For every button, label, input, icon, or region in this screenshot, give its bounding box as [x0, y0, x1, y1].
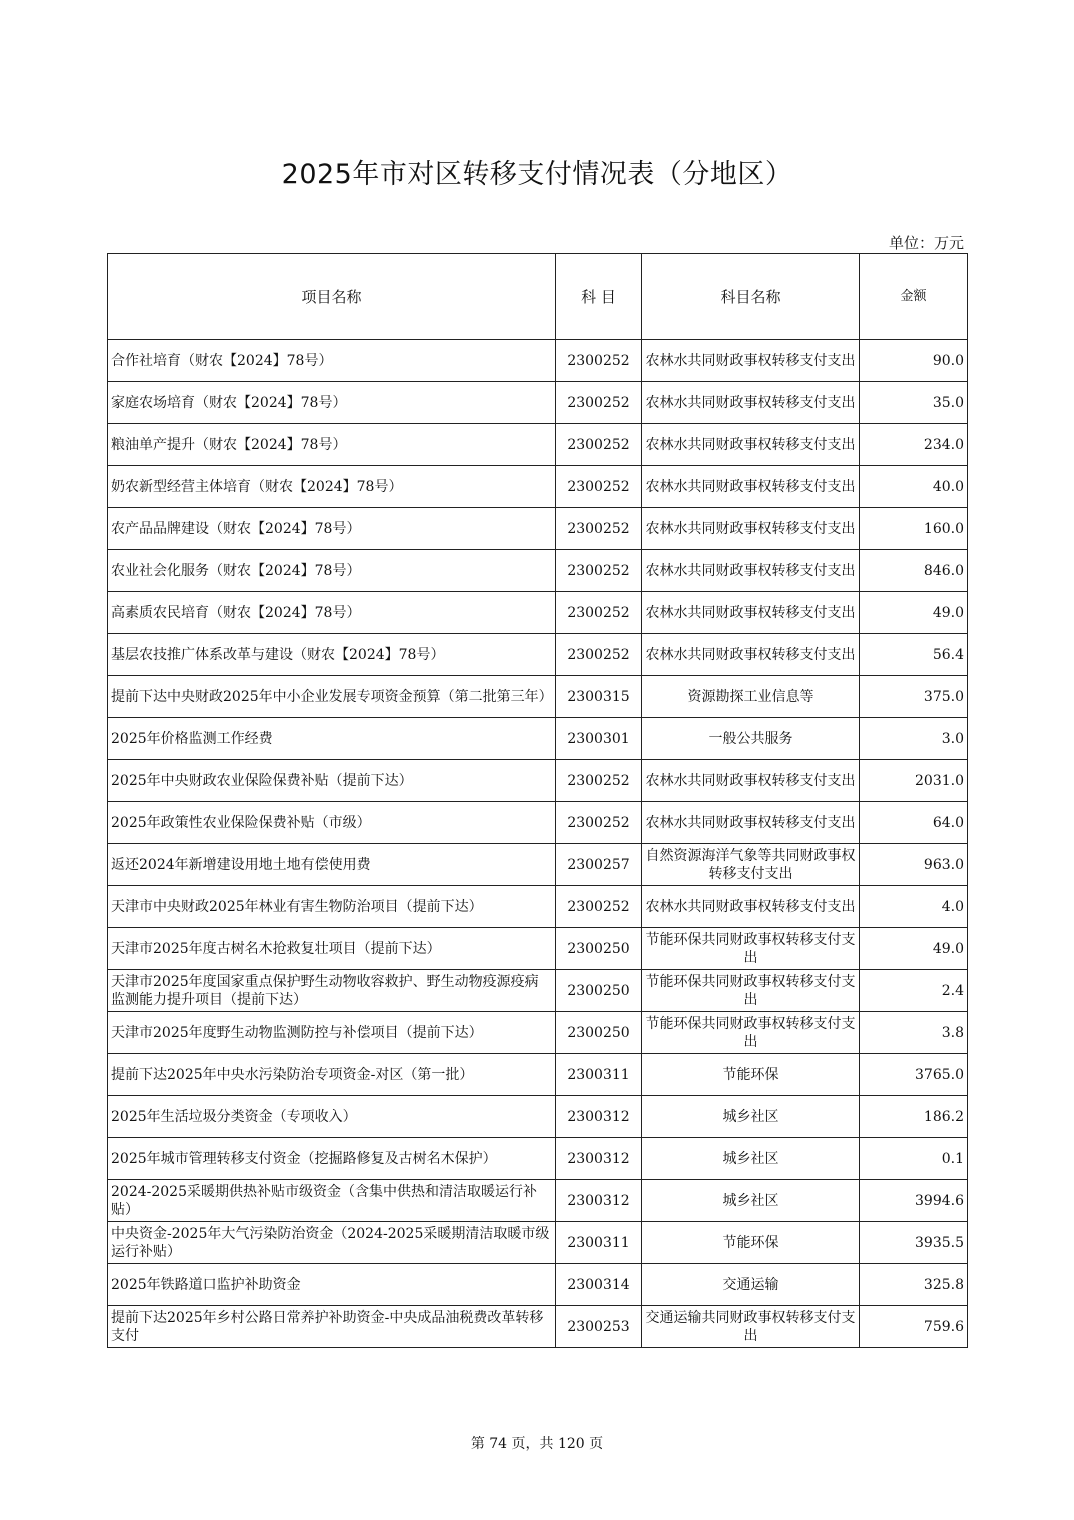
row-amount: 49.0 — [860, 592, 968, 634]
row-subject-name: 一般公共服务 — [642, 718, 860, 760]
table-row — [108, 1264, 968, 1306]
row-subject-code: 2300311 — [556, 1222, 642, 1264]
row-project-name: 基层农技推广体系改革与建设（财农【2024】78号） — [108, 634, 556, 676]
table-row — [108, 844, 968, 886]
row-project-name: 天津市2025年度野生动物监测防控与补偿项目（提前下达） — [108, 1012, 556, 1054]
row-project-name: 天津市中央财政2025年林业有害生物防治项目（提前下达） — [108, 886, 556, 928]
table-row — [108, 1180, 968, 1222]
row-amount: 186.2 — [860, 1096, 968, 1138]
row-subject-name: 农林水共同财政事权转移支付支出 — [642, 424, 860, 466]
row-subject-name: 农林水共同财政事权转移支付支出 — [642, 382, 860, 424]
row-subject-code: 2300252 — [556, 886, 642, 928]
row-project-name: 农业社会化服务（财农【2024】78号） — [108, 550, 556, 592]
row-project-name: 提前下达2025年乡村公路日常养护补助资金-中央成品油税费改革转移支付 — [108, 1306, 556, 1348]
row-project-name: 2025年价格监测工作经费 — [108, 718, 556, 760]
row-amount: 325.8 — [860, 1264, 968, 1306]
table-row — [108, 970, 968, 1012]
row-subject-code: 2300250 — [556, 1012, 642, 1054]
table-row — [108, 340, 968, 382]
row-subject-code: 2300252 — [556, 760, 642, 802]
row-amount: 846.0 — [860, 550, 968, 592]
row-amount: 90.0 — [860, 340, 968, 382]
row-project-name: 中央资金-2025年大气污染防治资金（2024-2025采暖期清洁取暖市级运行补贴） — [108, 1222, 556, 1264]
row-subject-name: 节能环保共同财政事权转移支付支出 — [642, 1012, 860, 1054]
row-subject-name: 交通运输 — [642, 1264, 860, 1306]
row-subject-name: 节能环保 — [642, 1054, 860, 1096]
row-amount: 2.4 — [860, 970, 968, 1012]
row-amount: 963.0 — [860, 844, 968, 886]
transfer-payment-table — [107, 253, 968, 1348]
row-subject-name: 城乡社区 — [642, 1096, 860, 1138]
row-amount: 3.0 — [860, 718, 968, 760]
row-project-name: 天津市2025年度国家重点保护野生动物收容救护、野生动物疫源疫病监测能力提升项目（提前下达） — [108, 970, 556, 1012]
row-subject-name: 城乡社区 — [642, 1138, 860, 1180]
table-row — [108, 718, 968, 760]
row-project-name: 提前下达2025年中央水污染防治专项资金-对区（第一批） — [108, 1054, 556, 1096]
row-amount: 4.0 — [860, 886, 968, 928]
row-subject-code: 2300252 — [556, 382, 642, 424]
table-row — [108, 886, 968, 928]
table-row — [108, 1306, 968, 1348]
row-subject-code: 2300252 — [556, 340, 642, 382]
row-subject-code: 2300252 — [556, 550, 642, 592]
row-project-name: 粮油单产提升（财农【2024】78号） — [108, 424, 556, 466]
row-amount: 3994.6 — [860, 1180, 968, 1222]
row-amount: 234.0 — [860, 424, 968, 466]
row-subject-name: 城乡社区 — [642, 1180, 860, 1222]
table-header-row — [108, 254, 968, 340]
row-project-name: 2025年城市管理转移支付资金（挖掘路修复及古树名木保护） — [108, 1138, 556, 1180]
row-subject-name: 农林水共同财政事权转移支付支出 — [642, 634, 860, 676]
table-row — [108, 1096, 968, 1138]
row-amount: 35.0 — [860, 382, 968, 424]
row-subject-code: 2300257 — [556, 844, 642, 886]
table-row — [108, 550, 968, 592]
row-amount: 160.0 — [860, 508, 968, 550]
row-project-name: 2025年铁路道口监护补助资金 — [108, 1264, 556, 1306]
table-row — [108, 1054, 968, 1096]
row-subject-code: 2300315 — [556, 676, 642, 718]
row-project-name: 家庭农场培育（财农【2024】78号） — [108, 382, 556, 424]
row-subject-code: 2300311 — [556, 1054, 642, 1096]
row-subject-name: 节能环保共同财政事权转移支付支出 — [642, 970, 860, 1012]
header-subject-name: 科目名称 — [642, 254, 860, 340]
table-row — [108, 466, 968, 508]
table-row — [108, 1012, 968, 1054]
header-project-name: 项目名称 — [108, 254, 556, 340]
unit-label: 单位：万元 — [888, 234, 964, 252]
row-amount: 2031.0 — [860, 760, 968, 802]
row-project-name: 返还2024年新增建设用地土地有偿使用费 — [108, 844, 556, 886]
row-project-name: 合作社培育（财农【2024】78号） — [108, 340, 556, 382]
row-subject-code: 2300252 — [556, 802, 642, 844]
page-footer: 第 74 页，共 120 页 — [470, 1436, 604, 1452]
row-subject-code: 2300252 — [556, 634, 642, 676]
row-project-name: 高素质农民培育（财农【2024】78号） — [108, 592, 556, 634]
row-subject-name: 农林水共同财政事权转移支付支出 — [642, 760, 860, 802]
row-project-name: 2025年政策性农业保险保费补贴（市级） — [108, 802, 556, 844]
row-amount: 3935.5 — [860, 1222, 968, 1264]
table-row — [108, 424, 968, 466]
row-amount: 64.0 — [860, 802, 968, 844]
row-amount: 3765.0 — [860, 1054, 968, 1096]
row-amount: 759.6 — [860, 1306, 968, 1348]
row-subject-code: 2300252 — [556, 466, 642, 508]
row-project-name: 农产品品牌建设（财农【2024】78号） — [108, 508, 556, 550]
row-subject-code: 2300252 — [556, 424, 642, 466]
row-project-name: 奶农新型经营主体培育（财农【2024】78号） — [108, 466, 556, 508]
row-amount: 0.1 — [860, 1138, 968, 1180]
table-row — [108, 1138, 968, 1180]
row-subject-name: 节能环保 — [642, 1222, 860, 1264]
row-subject-code: 2300301 — [556, 718, 642, 760]
row-subject-name: 交通运输共同财政事权转移支付支出 — [642, 1306, 860, 1348]
row-subject-code: 2300252 — [556, 508, 642, 550]
row-subject-name: 农林水共同财政事权转移支付支出 — [642, 550, 860, 592]
table-row — [108, 592, 968, 634]
table-row — [108, 508, 968, 550]
row-amount: 49.0 — [860, 928, 968, 970]
row-subject-name: 农林水共同财政事权转移支付支出 — [642, 340, 860, 382]
row-amount: 375.0 — [860, 676, 968, 718]
row-subject-code: 2300312 — [556, 1138, 642, 1180]
row-project-name: 提前下达中央财政2025年中小企业发展专项资金预算（第二批第三年） — [108, 676, 556, 718]
row-subject-code: 2300250 — [556, 970, 642, 1012]
table-row — [108, 676, 968, 718]
row-project-name: 2025年生活垃圾分类资金（专项收入） — [108, 1096, 556, 1138]
row-project-name: 2024-2025采暖期供热补贴市级资金（含集中供热和清洁取暖运行补贴） — [108, 1180, 556, 1222]
header-amount: 金额 — [860, 254, 968, 340]
row-subject-code: 2300312 — [556, 1096, 642, 1138]
row-subject-name: 农林水共同财政事权转移支付支出 — [642, 802, 860, 844]
table-row — [108, 1222, 968, 1264]
table-row — [108, 382, 968, 424]
row-subject-name: 资源勘探工业信息等 — [642, 676, 860, 718]
row-subject-name: 农林水共同财政事权转移支付支出 — [642, 508, 860, 550]
row-project-name: 2025年中央财政农业保险保费补贴（提前下达） — [108, 760, 556, 802]
row-amount: 40.0 — [860, 466, 968, 508]
row-subject-code: 2300253 — [556, 1306, 642, 1348]
table-row — [108, 634, 968, 676]
row-subject-code: 2300312 — [556, 1180, 642, 1222]
table-row — [108, 928, 968, 970]
row-subject-name: 自然资源海洋气象等共同财政事权转移支付支出 — [642, 844, 860, 886]
row-project-name: 天津市2025年度古树名木抢救复壮项目（提前下达） — [108, 928, 556, 970]
header-subject-code: 科 目 — [556, 254, 642, 340]
row-amount: 56.4 — [860, 634, 968, 676]
row-subject-name: 农林水共同财政事权转移支付支出 — [642, 886, 860, 928]
row-subject-code: 2300250 — [556, 928, 642, 970]
row-amount: 3.8 — [860, 1012, 968, 1054]
row-subject-name: 农林水共同财政事权转移支付支出 — [642, 592, 860, 634]
row-subject-name: 节能环保共同财政事权转移支付支出 — [642, 928, 860, 970]
page-title: 2025年市对区转移支付情况表（分地区） — [281, 159, 793, 190]
row-subject-code: 2300314 — [556, 1264, 642, 1306]
table-row — [108, 802, 968, 844]
row-subject-code: 2300252 — [556, 592, 642, 634]
table-row — [108, 760, 968, 802]
row-subject-name: 农林水共同财政事权转移支付支出 — [642, 466, 860, 508]
